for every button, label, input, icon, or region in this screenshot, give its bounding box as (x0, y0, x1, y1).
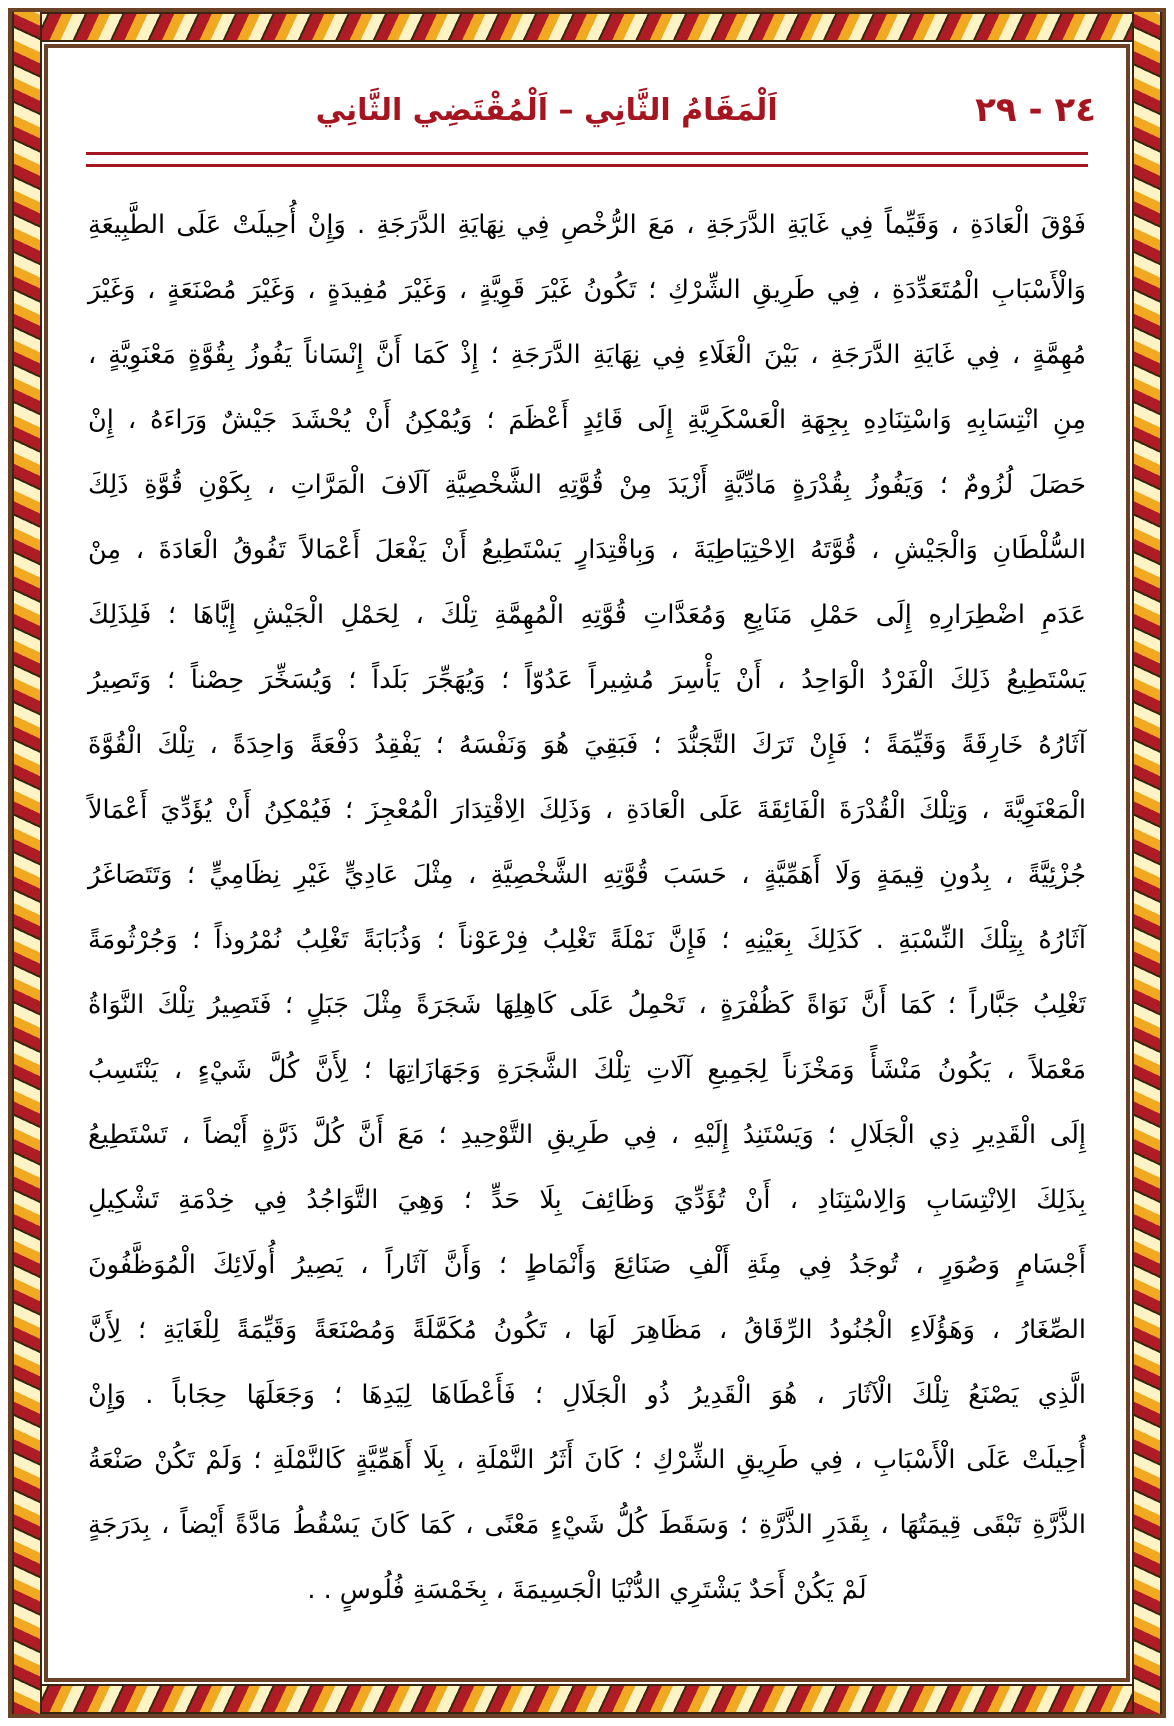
body-line: أُحِيلَتْ عَلَى الْأَسْبَابِ ، فِي طَرِيقِ الشِّرْكِ ؛ كَانَ أَثَرُ النَّمْلَةِ ، بِلَا أَهَمِّيَّةٍ كَالنَّمْلَةِ ؛ وَلَمْ تَكُنْ صَنْعَةُ (88, 1445, 1086, 1475)
body-line: بِذَلِكَ الِانْتِسَابِ وَالِاسْتِنَادِ ، أَنْ تُؤَدِّيَ وَظَائِفَ بِلَا حَدٍّ ؛ وَهِيَ التَّوَاجُدُ فِي خِدْمَةِ تَشْكِيلِ (88, 1185, 1086, 1215)
page-header (70, 74, 1104, 146)
body-line: الَّذِي يَصْنَعُ تِلْكَ الْآثَارَ ، هُوَ الْقَدِيرُ ذُو الْجَلَالِ ؛ فَأَعْطَاهَا لِيَدِهَا ؛ وَجَعَلَهَا حِجَاباً . وَإِنْ (88, 1380, 1086, 1410)
braid-ornament-bottom (12, 1684, 1162, 1714)
body-line: السُّلْطَانِ وَالْجَيْشِ ، قُوَّتَهُ الِاحْتِيَاطِيَةَ ، وَبِاقْتِدَارٍ يَسْتَطِيعُ أَنْ يَفْعَلَ أَعْمَالاً تَفُوقُ الْعَادَةَ ، مِنْ (88, 535, 1086, 565)
body-line: مُهِمَّةٍ ، فِي غَايَةِ الدَّرَجَةِ ، بَيْنَ الْغَلَاءِ فِي نِهَايَةِ الدَّرَجَةِ ؛ إِذْ كَمَا أَنَّ إِنْسَاناً يَفُوزُ بِقُوَّةٍ مَعْنَوِيَّةٍ ، (88, 340, 1086, 370)
page-title: اَلْمَقَامُ الثَّانِي – اَلْمُقْتَضِي الثَّانِي (315, 92, 778, 128)
page-number: ٢٤ - ٢٩ (975, 90, 1096, 130)
body-line: لَمْ يَكُنْ أَحَدٌ يَشْتَرِي الدُّنْيَا الْجَسِيمَةَ ، بِخَمْسَةِ فُلُوسٍ . . (307, 1575, 867, 1605)
body-line: أَجْسَامٍ وَصُوَرٍ ، تُوجَدُ فِي مِئَةِ أَلْفِ صَنَائِعَ وَأَنْمَاطٍ ؛ وَأَنَّ آثَاراً ، يَصِيرُ أُولَائِكَ الْمُوَظَّفُونَ (88, 1250, 1086, 1280)
page-content (56, 56, 1118, 1670)
body-line: آثَارُهُ خَارِقَةً وَقَيِّمَةً ؛ فَإِنْ تَرَكَ التَّجَنُّدَ ؛ فَبَقِيَ هُوَ وَنَفْسَهُ ؛ يَفْقِدُ دَفْعَةً وَاحِدَةً ، تِلْكَ الْقُوَّةَ (88, 730, 1086, 760)
body-line: تَغْلِبُ جَبَّاراً ؛ كَمَا أَنَّ نَوَاةً كَظُفْرَةٍ ، تَحْمِلُ عَلَى كَاهِلِهَا شَجَرَةً مِثْلَ جَبَلٍ ؛ فَتَصِيرُ تِلْكَ النَّوَاةُ (88, 990, 1086, 1020)
body-line: إِلَى الْقَدِيرِ ذِي الْجَلَالِ ؛ وَيَسْتَنِدُ إِلَيْهِ ، فِي طَرِيقِ التَّوْحِيدِ ؛ مَعَ أَنَّ كُلَّ ذَرَّةٍ أَيْضاً ، تَسْتَطِيعُ (88, 1120, 1086, 1150)
body-line: جُزْئِيَّةً ، بِدُونِ قِيمَةٍ وَلَا أَهَمِّيَّةٍ ، حَسَبَ قُوَّتِهِ الشَّخْصِيَّةِ ، مِثْلَ عَادِيٍّ غَيْرِ نِظَامِيٍّ ؛ وَتَتَصَاغَرُ (88, 860, 1086, 890)
body-line: مَعْمَلاً ، يَكُونُ مَنْشَأً وَمَخْزَناً لِجَمِيعِ آلَاتِ تِلْكَ الشَّجَرَةِ وَجَهَازَاتِهَا ؛ لِأَنَّ كُلَّ شَيْءٍ ، يَنْتَسِبُ (88, 1055, 1086, 1085)
body-line: مِنِ انْتِسَابِهِ وَاسْتِنَادِهِ بِجِهَةِ الْعَسْكَرِيَّةِ إِلَى قَائِدٍ أَعْظَمَ ؛ وَيُمْكِنُ أَنْ يُحْشَدَ جَيْشٌ وَرَاءَهُ ، إِنْ (88, 405, 1086, 435)
body-line: وَالْأَسْبَابِ الْمُتَعَدِّدَةِ ، فِي طَرِيقِ الشِّرْكِ ؛ تَكُونُ غَيْرَ قَوِيَّةٍ ، وَغَيْرَ مُفِيدَةٍ ، وَغَيْرَ مُصْنَعَةٍ ، وَغَيْرَ (88, 275, 1086, 305)
body-line: الذَّرَّةِ تَبْقَى قِيمَتُهَا ، بِقَدَرِ الذَّرَّةِ ؛ وَسَقَطَ كُلُّ شَيْءٍ مَعْنًى ، كَمَا كَانَ يَسْقُطُ مَادَّةً أَيْضاً ، بِدَرَجَةٍ (88, 1510, 1086, 1540)
body-line: يَسْتَطِيعُ ذَلِكَ الْفَرْدُ الْوَاحِدُ ، أَنْ يَأْسِرَ مُشِيراً عَدُوّاً ؛ وَيُهَجِّرَ بَلَداً ؛ وَيُسَخِّرَ حِصْناً ؛ وَتَصِيرُ (88, 665, 1086, 695)
braid-ornament-right (1132, 12, 1162, 1714)
braid-ornament-top (12, 12, 1162, 42)
body-line: عَدَمِ اضْطِرَارِهِ إِلَى حَمْلِ مَنَابِعِ وَمُعَدَّاتِ قُوَّتِهِ الْمُهِمَّةِ تِلْكَ ، لِحَمْلِ الْجَيْشِ إِيَّاهَا ؛ فَلِذَلِكَ (88, 600, 1086, 630)
body-line: فَوْقَ الْعَادَةِ ، وَقَيِّماً فِي غَايَةِ الدَّرَجَةِ ، مَعَ الرُّخْصِ فِي نِهَايَةِ الدَّرَجَةِ . وَإِنْ أُحِيلَتْ عَلَى الطَّبِيعَةِ (88, 210, 1086, 240)
body-line: الْمَعْنَوِيَّةَ ، وَتِلْكَ الْقُدْرَةَ الْفَائِقَةَ عَلَى الْعَادَةِ ، وَذَلِكَ الِاقْتِدَارَ الْمُعْجِزَ ؛ فَيُمْكِنُ أَنْ يُؤَدِّيَ أَعْمَالاً (88, 795, 1086, 825)
body-line: الصِّغَارُ ، وَهَؤُلَاءِ الْجُنُودُ الرِّقَاقُ ، مَظَاهِرَ لَهَا ، تَكُونُ مُكَمَّلَةً وَمُصْنَعَةً وَقَيِّمَةً لِلْغَايَةِ ؛ لِأَنَّ (88, 1315, 1086, 1345)
header-divider-rule (86, 152, 1088, 167)
body-line: حَصَلَ لُزُومٌ ؛ وَيَفُوزُ بِقُدْرَةٍ مَادِّيَّةٍ أَزْيَدَ مِنْ قُوَّتِهِ الشَّخْصِيَّةِ آلَافَ الْمَرَّاتِ ، بِكَوْنِ قُوَّةِ ذَلِكَ (88, 470, 1086, 500)
body-line: آثَارُهُ بِتِلْكَ النِّسْبَةِ . كَذَلِكَ بِعَيْنِهِ ؛ فَإِنَّ نَمْلَةً تَغْلِبُ فِرْعَوْناً ؛ وَذُبَابَةً تَغْلِبُ نُمْرُوذاً ؛ وَجُرْثُومَةً (88, 925, 1086, 955)
body-text-block (70, 167, 1104, 1623)
braid-ornament-left (12, 12, 42, 1714)
